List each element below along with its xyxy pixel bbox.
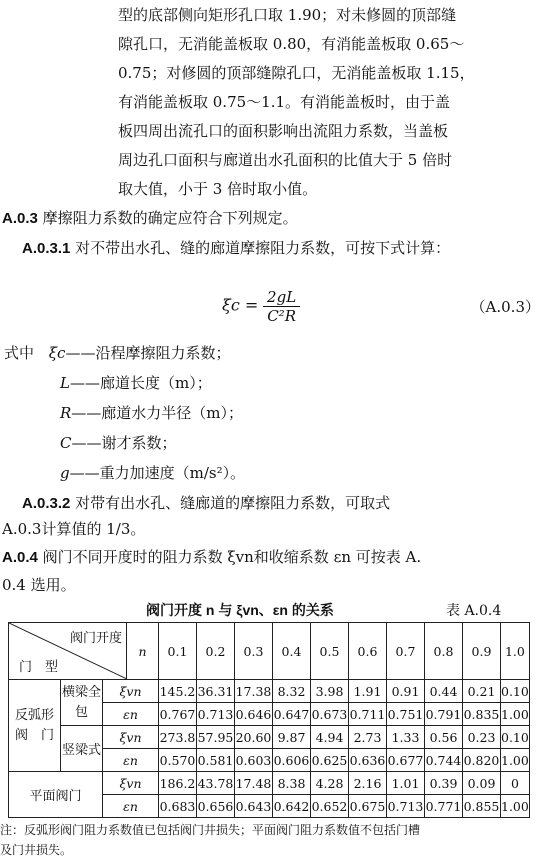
- table-cell: 0.677: [387, 749, 425, 772]
- opening-header: 0.7: [387, 623, 425, 680]
- group-radial-valve: 反弧形阀 门: [9, 680, 61, 772]
- formula-numerator: 2gL: [263, 288, 300, 307]
- opening-header: 0.1: [159, 623, 197, 680]
- table-title: 阀门开度 n 与 ξvn、εn 的关系: [146, 602, 334, 618]
- table-cell: 0.675: [349, 795, 387, 818]
- para-line: 型的底部侧向矩形孔口取 1.90；对未修圆的顶部缝: [118, 6, 457, 24]
- section-a04: [2, 546, 421, 567]
- table-cell: 0.791: [425, 703, 463, 726]
- table-cell: 0.820: [463, 749, 501, 772]
- table-cell: 0.656: [197, 795, 235, 818]
- definition-symbol: g: [60, 464, 70, 482]
- section-number: A.0.3.1: [22, 240, 71, 257]
- table-row: [9, 680, 530, 703]
- eps-label: εn: [103, 795, 159, 818]
- table-cell: 0.683: [159, 795, 197, 818]
- table-cell: 0.23: [463, 726, 501, 749]
- definition-row: [60, 432, 177, 453]
- table-cell: 17.38: [235, 680, 273, 703]
- table-cell: 2.16: [349, 772, 387, 795]
- definition-desc: ——重力加速度（m/s²）。: [69, 464, 246, 482]
- corner-top-label: 阀门开度: [69, 631, 122, 646]
- group-plane-valve: 平面阀门: [9, 772, 103, 818]
- definition-row: [60, 462, 245, 483]
- table-cell: 43.78: [197, 772, 235, 795]
- note-line: 及门井损失。: [0, 843, 73, 857]
- definition-row: [60, 402, 243, 423]
- section-text: 对带有出水孔、缝廊道的摩擦阻力系数，可取式: [75, 494, 391, 512]
- table-cell: 1.00: [501, 795, 530, 818]
- table-cell: 2.73: [349, 726, 387, 749]
- table-cell: 0.711: [349, 703, 387, 726]
- section-a032: [22, 492, 390, 513]
- table-cell: 9.87: [273, 726, 311, 749]
- formula-fraction: [263, 288, 300, 325]
- table-cell: 0.713: [197, 703, 235, 726]
- section-number: A.0.3: [2, 210, 38, 227]
- xi-label: ξvn: [103, 772, 159, 795]
- opening-header: 0.6: [349, 623, 387, 680]
- opening-header: 0.2: [197, 623, 235, 680]
- equation-number: （A.0.3）: [470, 298, 540, 316]
- xi-label: ξvn: [103, 726, 159, 749]
- table-cell: 0.570: [159, 749, 197, 772]
- xi-label: ξvn: [103, 680, 159, 703]
- table-cell: 0.647: [273, 703, 311, 726]
- definition-desc: ——廊道水力半径（m）；: [71, 404, 244, 422]
- table-cell: 0.751: [387, 703, 425, 726]
- table-cell: 0.581: [197, 749, 235, 772]
- table-cell: 0.643: [235, 795, 273, 818]
- table-cell: 1.91: [349, 680, 387, 703]
- para-line: 0.75；对修圆的顶部缝隙孔口，无消能盖板取 1.15，: [118, 64, 475, 82]
- table-cell: 0.744: [425, 749, 463, 772]
- para-line: 板四周出流孔口的面积影响出流阻力系数，当盖板: [118, 122, 449, 140]
- table-cell: 0.09: [463, 772, 501, 795]
- opening-header: 0.5: [311, 623, 349, 680]
- table-cell: 0.10: [501, 680, 530, 703]
- table-cell: 0.91: [387, 680, 425, 703]
- table-row: [9, 772, 530, 795]
- valve-table: [8, 622, 530, 818]
- table-cell: 8.32: [273, 680, 311, 703]
- opening-header: 1.0: [501, 623, 530, 680]
- definition-symbol: R: [60, 404, 72, 422]
- table-cell: 57.95: [197, 726, 235, 749]
- opening-header: 0.3: [235, 623, 273, 680]
- section-number: A.0.4: [2, 549, 38, 566]
- definition-desc: ——沿程摩擦阻力系数；: [65, 344, 231, 362]
- formula-denominator: C²R: [267, 307, 296, 325]
- subtype-vertical-beam: 竖梁式: [61, 726, 103, 772]
- table-cell: 1.01: [387, 772, 425, 795]
- para-line: 有消能盖板取 0.75～1.1。有消能盖板时，由于盖: [118, 93, 451, 111]
- table-cell: 0.771: [425, 795, 463, 818]
- definition-symbol: ξc: [48, 344, 66, 362]
- table-cell: 4.28: [311, 772, 349, 795]
- table-cell: 4.94: [311, 726, 349, 749]
- eps-label: εn: [103, 749, 159, 772]
- definition-desc: ——谢才系数；: [71, 434, 177, 452]
- section-number: A.0.3.2: [22, 495, 71, 512]
- para-line: 周边孔口面积与廊道出水孔面积的比值大于 5 倍时: [118, 151, 453, 169]
- table-cell: 8.38: [273, 772, 311, 795]
- definition-prefix: 式中: [4, 344, 35, 362]
- corner-bottom-label: 门 型: [19, 660, 59, 675]
- table-cell: 36.31: [197, 680, 235, 703]
- section-a031: [22, 237, 450, 258]
- table-number: 表 A.0.4: [446, 603, 502, 619]
- formula-lhs: ξc =: [222, 295, 259, 315]
- formula-a03: [222, 288, 300, 325]
- table-cell: 0.625: [311, 749, 349, 772]
- table-note: [0, 820, 546, 860]
- table-cell: 186.2: [159, 772, 197, 795]
- table-cell: 0.855: [463, 795, 501, 818]
- eps-label: εn: [103, 703, 159, 726]
- table-cell: 17.48: [235, 772, 273, 795]
- table-cell: 0.39: [425, 772, 463, 795]
- table-cell: 1.33: [387, 726, 425, 749]
- table-cell: 20.60: [235, 726, 273, 749]
- definition-symbol: L: [60, 374, 70, 392]
- table-cell: 0: [501, 772, 530, 795]
- table-cell: 0.673: [311, 703, 349, 726]
- table-cell: 0.44: [425, 680, 463, 703]
- para-line: 取大值，小于 3 倍时取小值。: [118, 180, 318, 198]
- table-cell: 0.652: [311, 795, 349, 818]
- table-cell: 0.767: [159, 703, 197, 726]
- section-a04-cont: 0.4 选用。: [2, 576, 76, 594]
- table-cell: 0.21: [463, 680, 501, 703]
- table-corner-cell: [9, 623, 127, 680]
- section-text: 阀门不同开度时的阻力系数 ξvn和收缩系数 εn 可按表 A.: [42, 548, 422, 566]
- table-cell: 0.603: [235, 749, 273, 772]
- table-cell: 0.636: [349, 749, 387, 772]
- table-cell: 273.8: [159, 726, 197, 749]
- section-text: 摩擦阻力系数的确定应符合下列规定。: [42, 209, 298, 227]
- opening-header: 0.8: [425, 623, 463, 680]
- section-a03: [2, 207, 298, 228]
- table-cell: 0.713: [387, 795, 425, 818]
- table-cell: 0.642: [273, 795, 311, 818]
- table-cell: 0.606: [273, 749, 311, 772]
- table-cell: 3.98: [311, 680, 349, 703]
- subtype-crossbeam: 横梁全包: [61, 680, 103, 726]
- table-cell: 1.00: [501, 749, 530, 772]
- table-cell: 0.56: [425, 726, 463, 749]
- definition-row: [60, 372, 212, 393]
- section-a032-cont: A.0.3计算值的 1/3。: [2, 520, 146, 538]
- definition-desc: ——廊道长度（m）；: [69, 374, 212, 392]
- definition-symbol: C: [60, 434, 72, 452]
- opening-header: 0.9: [463, 623, 501, 680]
- definition-row: [4, 342, 230, 363]
- table-cell: 1.00: [501, 703, 530, 726]
- table-header-row: [9, 623, 530, 680]
- n-header: n: [127, 623, 159, 680]
- table-cell: 0.835: [463, 703, 501, 726]
- table-cell: 0.10: [501, 726, 530, 749]
- para-line: 隙孔口，无消能盖板取 0.80，有消能盖板取 0.65～: [118, 35, 465, 53]
- table-row: [9, 726, 530, 749]
- section-text: 对不带出水孔、缝的廊道摩擦阻力系数，可按下式计算：: [75, 239, 451, 257]
- table-cell: 0.646: [235, 703, 273, 726]
- table-cell: 145.2: [159, 680, 197, 703]
- note-line: 注：反弧形阀门阻力系数值已包括阀门井损失；平面阀门阻力系数值不包括门槽: [0, 823, 421, 837]
- opening-header: 0.4: [273, 623, 311, 680]
